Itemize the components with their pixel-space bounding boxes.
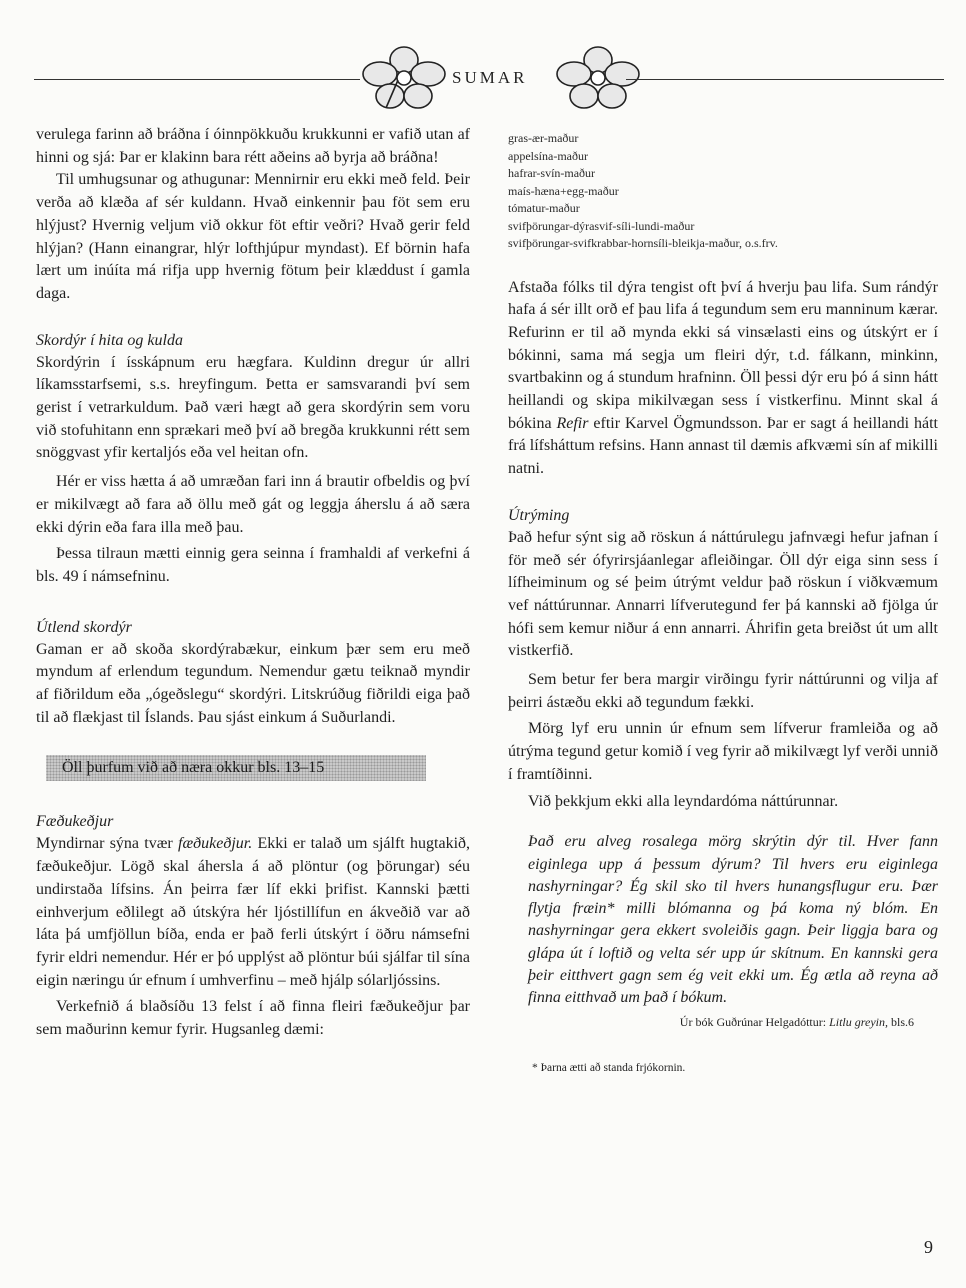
text-run: bls.6	[887, 1014, 914, 1029]
emphasis: Litlu greyin,	[829, 1014, 888, 1029]
quote-text: Það eru alveg rosalega mörg skrýtin dýr til. Hver fann eiginlega upp á þessum dýrum? Til hvers eru eiginlega nashyrningar? Ég skil sko til hvers hunangsflugur eru. Þær flytja fræin* milli blómanna og þá koma ný blóm. En nashyrningar gera ekkert svoleiðis gagn. Þeir liggja bara og glápa út í loftið og velta sér upp úr skítnum. En kannski gera þeir eitthvert gagn sem ég veit ekki um. Ég ætla að reyna að finna eitthvað um það í bókum.	[528, 833, 938, 1007]
list-item: appelsína-maður	[508, 148, 588, 163]
list-item: gras-ær-maður	[508, 131, 579, 145]
emphasis: fæðukeðjur.	[178, 835, 253, 853]
paragraph: Skordýrin í ísskápnum eru hægfara. Kuldinn dregur úr allri líkamsstarfsemi, s.s. hreyfingum. Þetta er samsvarandi því sem gerist í vetrarkuldum. Það væri hægt að gera skordýrin sem voru við stofuhitann enn sprækari með því að bregða krukkunni rétt sem snöggvast yfir kertaljós eða vel heitan ofn.	[36, 353, 470, 462]
food-chain-list	[508, 130, 938, 253]
quote-block	[508, 831, 938, 1009]
flower-icon	[356, 44, 452, 114]
header-rule-left	[34, 79, 360, 80]
list-item: svifþörungar-svifkrabbar-hornsíli-bleikja-maður, o.s.frv.	[508, 236, 778, 250]
page-number: 9	[924, 1237, 933, 1257]
quote-source	[508, 1014, 938, 1030]
text-run: Ekki er talað um sjálft hugtakið, fæðukeðjur. Lögð skal áhersla á að plöntur (og þörungar) séu undirstaða lífsins. Án þeirra fær líf ekki þrifist. Kannski þætti einhverjum eðlilegt að útskýra hér ljóstillífun en ákveðið var að láta þá umfjöllun bíða, enda er það ferli útskýrt í öðru námsefni fyrir eldri nemendur. Hér er þó upplýst að plöntur búi sjálfar til sína eigin næringu úr efnum í umhverfinu – með hjálp sólarljóssins.	[36, 835, 471, 989]
section-heading: Skordýr í hita og kulda	[36, 331, 183, 349]
emphasis: Refir	[556, 414, 589, 432]
text-run: Úr bók Guðrúnar Helgadóttur:	[679, 1014, 830, 1029]
right-column	[508, 130, 938, 1076]
section-banner: Öll þurfum við að næra okkur bls. 13–15	[46, 755, 426, 781]
header-rule-right	[626, 79, 944, 80]
header-title: SUMAR	[452, 68, 528, 87]
page-header	[34, 44, 944, 114]
section-heading: Útlend skordýr	[36, 618, 132, 636]
paragraph: Verkefnið á blaðsíðu 13 felst í að finna fleiri fæðukeðjur þar sem maðurinn kemur fyrir. Hugsanleg dæmi:	[36, 998, 470, 1039]
list-item: maís-hæna+egg-maður	[508, 183, 619, 198]
paragraph: Við þekkjum ekki alla leyndardóma náttúrunnar.	[528, 792, 839, 810]
paragraph: Gaman er að skoða skordýrabækur, einkum þær sem eru með myndum af erlendum tegundum. Nemendur gætu teiknað myndir af fiðrildum eða „ógeðslegu“ skordýri. Litskrúðug fiðrildi eiga það til að flækjast til Íslands. Þau sjást einkum á Suðurlandi.	[36, 640, 470, 726]
paragraph	[508, 277, 938, 481]
list-item: hafrar-svín-maður	[508, 166, 596, 180]
section-heading: Útrýming	[508, 506, 570, 524]
paragraph	[36, 833, 470, 992]
paragraph: Það hefur sýnt sig að röskun á náttúrulegu jafnvægi hefur jafnan í för með sér ófyrirsjáanlegar afleiðingar. Öll dýr eiga sinn sess í lífheiminum og sé þeim útrýmt veldur það röskun í viðkvæmum vef náttúrunnar. Annarri lífverutegund fer þá kannski að fjölga úr hófi sem kemur niður á enn annarri. Áhrifin geta breiðst út um allt vistkerfið.	[508, 528, 938, 660]
left-column	[36, 124, 470, 1042]
text-run: eftir Karvel Ögmundsson. Þar er sagt á heillandi hátt frá lífsháttum refsins. Hann annast til dæmis afkvæmi sín af mikilli natni.	[508, 414, 938, 478]
paragraph: Hér er viss hætta á að umræðan fari inn á brautir ofbeldis og því er mikilvægt að fara að öllu með gát og leggja áherslu á að særa ekki dýrin eða fara illa með þau.	[36, 473, 470, 536]
list-item: tómatur-maður	[508, 201, 580, 215]
footnote: * Þarna ætti að standa frjókornin.	[532, 1061, 686, 1074]
text-run: Afstaða fólks til dýra tengist oft því á hverju þau lifa. Sum rándýr hafa á sér illt orð ef þau lifa á tegundum sem eru manninum kærar. Refurinn er til að mynda ekki sá vinsælasti eins og útskýrt er í bókinni, sama má segja um fleiri dýr, t.d. fálkann, minkinn, svartbakinn og á stundum hrafninn. Öll þessi dýr eru þó á sinn hátt heillandi og skipa mikilvægan sess í vistkerfinu. Minnt skal á bókina	[508, 278, 938, 432]
paragraph: verulega farinn að bráðna í óinnpökkuðu krukkunni er vafið utan af hinni og sjá: Þar er klakinn bara rétt aðeins að byrja að bráðna!	[36, 126, 470, 166]
paragraph: Þessa tilraun mætti einnig gera seinna í framhaldi af verkefni á bls. 49 í námsefninu.	[36, 545, 470, 585]
section-heading: Fæðukeðjur	[36, 813, 114, 831]
paragraph: Sem betur fer bera margir virðingu fyrir náttúrunni og vilja af þeirri ástæðu ekki að tegundum fækki.	[508, 671, 938, 711]
paragraph: Til umhugsunar og athugunar: Mennirnir eru ekki með feld. Þeir verða að klæða af sér kuldann. Hvað einkennir þau föt sem eru hlýjust? Hvernig veljum við okkur föt eftir veðri? Hvað gerir feld hlýjan? (Hann einangrar, hlýr lofthjúpur myndast). Ef börnin hafa lært um inúíta má rifja upp hvernig fötum þeir klæddust í gamla daga.	[36, 171, 470, 302]
paragraph: Mörg lyf eru unnin úr efnum sem lífverur framleiða og að útrýma tegund getur komið í veg fyrir að mikilvægt lyf verði unnið í framtíðinni.	[508, 720, 938, 783]
text-run: Myndirnar sýna tvær	[36, 835, 179, 853]
list-item: svifþörungar-dýrasvif-síli-lundi-maður	[508, 218, 695, 233]
